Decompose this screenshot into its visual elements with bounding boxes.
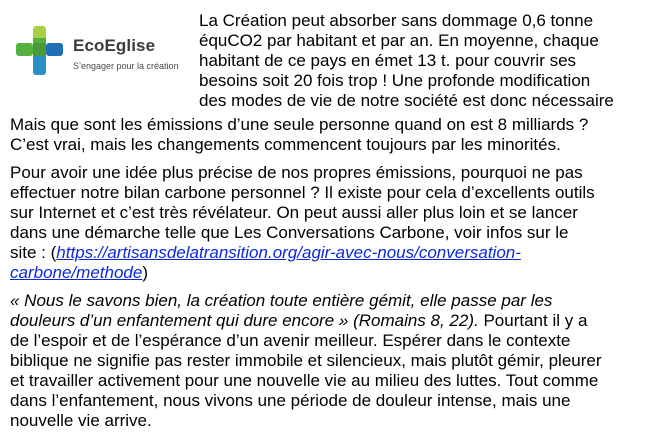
- text-line: dans une démarche telle que Les Conversations Carbone, voir infos sur le: [10, 223, 569, 242]
- quote-line: « Nous le savons bien, la création toute entière gémit, elle passe par les: [10, 291, 553, 310]
- text-line: Pour avoir une idée plus précise de nos propres émissions, pourquoi ne pas: [10, 163, 583, 182]
- text-line: des modes de vie de notre société est donc nécessaire: [199, 91, 614, 110]
- ecoeglise-logo: [13, 18, 185, 88]
- paragraph-carbon-footprint: [10, 163, 637, 283]
- text-line: dans l’enfantement, nous vivons une période de douleur intense, mais une: [10, 391, 571, 410]
- text-line: et travailler activement pour une nouvelle vie au milieu des luttes. Tout comme: [10, 371, 599, 390]
- text-line: de l’espoir et de l’espérance d’un avenir meilleur. Espérer dans le contexte: [10, 331, 571, 350]
- paragraph-intro: [199, 11, 637, 111]
- text-span: La Création peut absorber sans dommage 0,6 tonne: [199, 11, 594, 30]
- logo-tagline: S’engager pour la création: [73, 61, 179, 71]
- paragraph-hope: [10, 291, 637, 431]
- text-line: Mais que sont les émissions d’une seule personne quand on est 8 milliards ?: [10, 115, 589, 134]
- site-prefix: site : (: [10, 243, 57, 262]
- text-line: [10, 243, 637, 263]
- quote-line: douleurs d’un enfantement qui dure encore » (Romains 8, 22).: [10, 311, 479, 330]
- text-line: [199, 11, 637, 31]
- text-line: [10, 263, 637, 283]
- text-line: nouvelle vie arrive.: [10, 411, 152, 430]
- text-line: effectuer notre bilan carbone personnel ? Il existe pour cela d’excellents outils: [10, 183, 595, 202]
- text-line: sur Internet et c’est très révélateur. On peut aussi aller plus loin et se lancer: [10, 203, 578, 222]
- conversations-carbone-link-cont[interactable]: carbone/methode: [10, 263, 143, 282]
- text-span: Pourtant il y a: [478, 311, 588, 330]
- text-line: biblique ne signifie pas rester immobile et silencieux, mais plutôt gémir, pleurer: [10, 351, 602, 370]
- site-suffix: ): [142, 263, 148, 282]
- text-line: C’est vrai, mais les changements commencent toujours par les minorités.: [10, 135, 561, 154]
- text-line: équCO2 par habitant et par an. En moyenne, chaque: [199, 31, 599, 50]
- text-line: besoins soit 20 fois trop ! Une profonde modification: [199, 71, 591, 90]
- logo-title: EcoEglise: [73, 36, 156, 55]
- conversations-carbone-link[interactable]: https://artisansdelatransition.org/agir-avec-nous/conversation-: [56, 243, 521, 262]
- text-line: habitant de ce pays en émet 13 t. pour couvrir ses: [199, 51, 577, 70]
- text-line: [10, 311, 637, 331]
- paragraph-intro-continued: [10, 115, 637, 155]
- ecoeglise-cross-icon: [13, 24, 69, 80]
